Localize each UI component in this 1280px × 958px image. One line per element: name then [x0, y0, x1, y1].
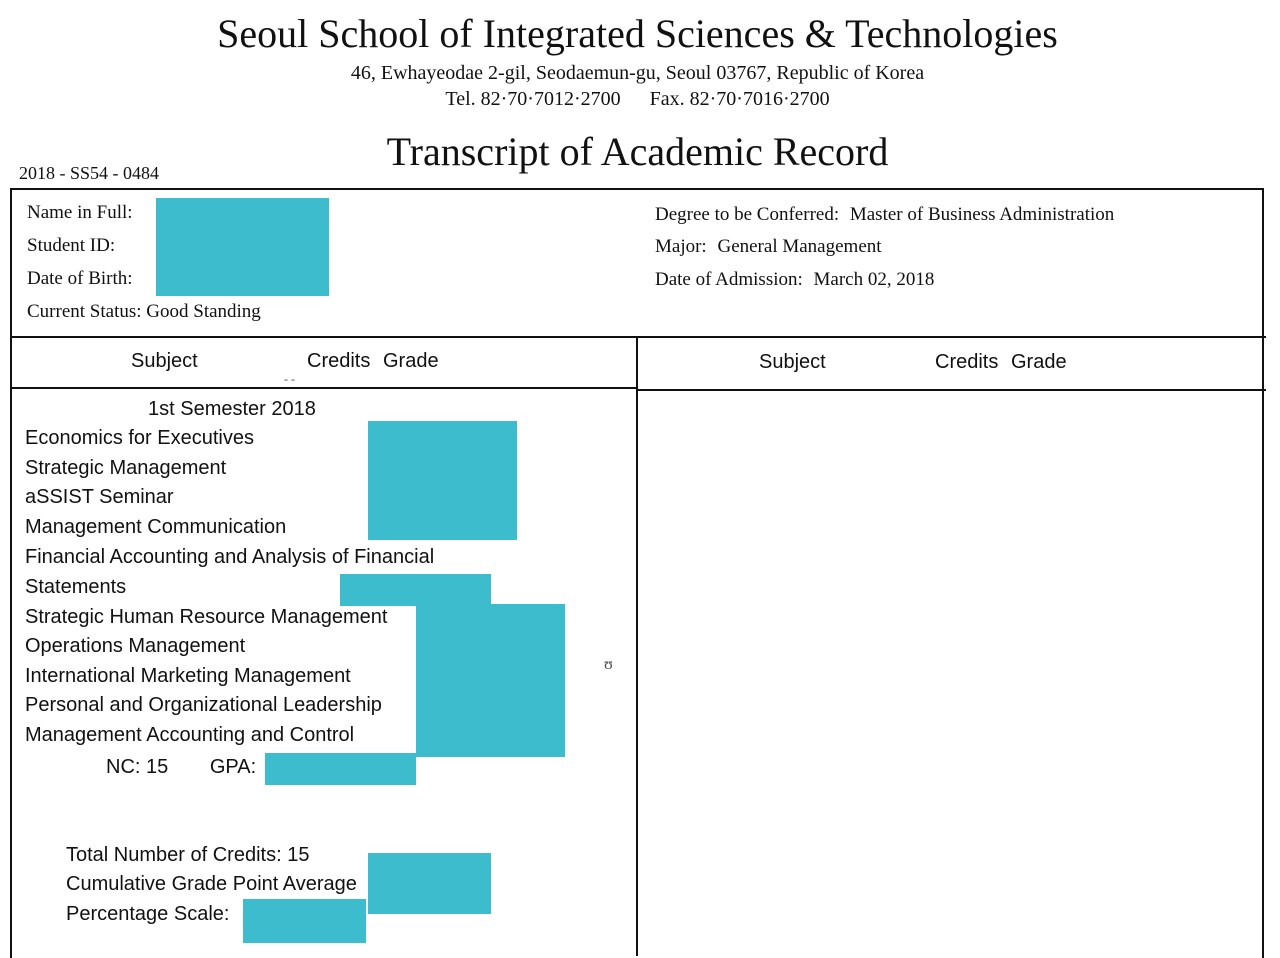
gpa-label: GPA: [209, 756, 257, 778]
course-row: Operations Management [25, 635, 246, 657]
redaction-gpa [265, 753, 416, 785]
nc-label: NC: [106, 756, 141, 778]
left-grade-header: Grade [383, 350, 439, 372]
scan-speck: - - [284, 372, 295, 386]
right-grade-header: Grade [1011, 351, 1067, 373]
fax: Fax. 82·70·7016·2700 [649, 88, 830, 110]
percentage-scale-label: Percentage Scale: [66, 903, 230, 925]
nc-value: 15 [146, 756, 169, 778]
scan-speck: ʊ [604, 656, 613, 673]
degree-label: Degree to be Conferred: [655, 204, 840, 225]
major-value: General Management [717, 236, 882, 257]
info-divider [10, 336, 1266, 338]
course-row: Economics for Executives [25, 427, 254, 449]
major-info [655, 236, 882, 258]
redaction-grades-block-1 [368, 421, 517, 540]
course-row: Strategic Human Resource Management [25, 606, 388, 628]
course-row-continuation: Statements [25, 576, 127, 598]
course-row: Financial Accounting and Analysis of Financial [25, 546, 435, 568]
left-header-rule [10, 387, 638, 389]
school-name: Seoul School of Integrated Sciences & Technologies [217, 11, 1058, 56]
date-of-birth-label: Date of Birth: [27, 268, 133, 289]
admission-value: March 02, 2018 [813, 269, 935, 290]
right-credits-header: Credits [935, 351, 999, 373]
redaction-percentage-scale [243, 899, 366, 943]
redaction-grades-block-3 [416, 604, 565, 757]
current-status-value: Good Standing [146, 301, 261, 322]
redaction-grades-block-2 [340, 574, 491, 606]
student-id-label: Student ID: [27, 235, 116, 256]
total-credits-value: 15 [287, 844, 310, 866]
column-divider [636, 336, 638, 956]
degree-value: Master of Business Administration [849, 204, 1115, 225]
document-title: Transcript of Academic Record [386, 129, 889, 174]
left-subject-header: Subject [131, 350, 198, 372]
admission-info [655, 269, 934, 291]
semester-year: 2018 [271, 398, 316, 420]
major-label: Major: [655, 236, 707, 257]
semester-label: 1st Semester [148, 398, 266, 420]
semester-heading [148, 398, 316, 421]
right-header-rule [638, 389, 1266, 391]
course-row: Strategic Management [25, 457, 227, 479]
degree-info [655, 204, 1114, 226]
course-row: Management Accounting and Control [25, 724, 355, 746]
admission-label: Date of Admission: [655, 269, 803, 290]
left-credits-header: Credits [307, 350, 371, 372]
course-row: aSSIST Seminar [25, 486, 174, 508]
current-status [27, 301, 261, 323]
school-address: 46, Ewhayeodae 2-gil, Seodaemun-gu, Seoul 03767, Republic of Korea [350, 62, 925, 84]
semester-summary [106, 756, 256, 779]
cumulative-gpa-label: Cumulative Grade Point Average [66, 873, 357, 895]
redaction-cumulative-gpa [368, 853, 491, 914]
total-credits [66, 844, 309, 867]
name-label: Name in Full: [27, 202, 133, 223]
school-contact [0, 88, 1275, 111]
course-row: Personal and Organizational Leadership [25, 694, 382, 716]
telephone: Tel. 82·70·7012·2700 [445, 88, 621, 110]
course-row: Management Communication [25, 516, 287, 538]
total-credits-label: Total Number of Credits: [66, 844, 282, 866]
course-row: International Marketing Management [25, 665, 351, 687]
document-number: 2018 - SS54 - 0484 [19, 163, 160, 183]
right-subject-header: Subject [759, 351, 826, 373]
redaction-student-identity [156, 198, 329, 296]
current-status-label: Current Status: [27, 301, 142, 322]
